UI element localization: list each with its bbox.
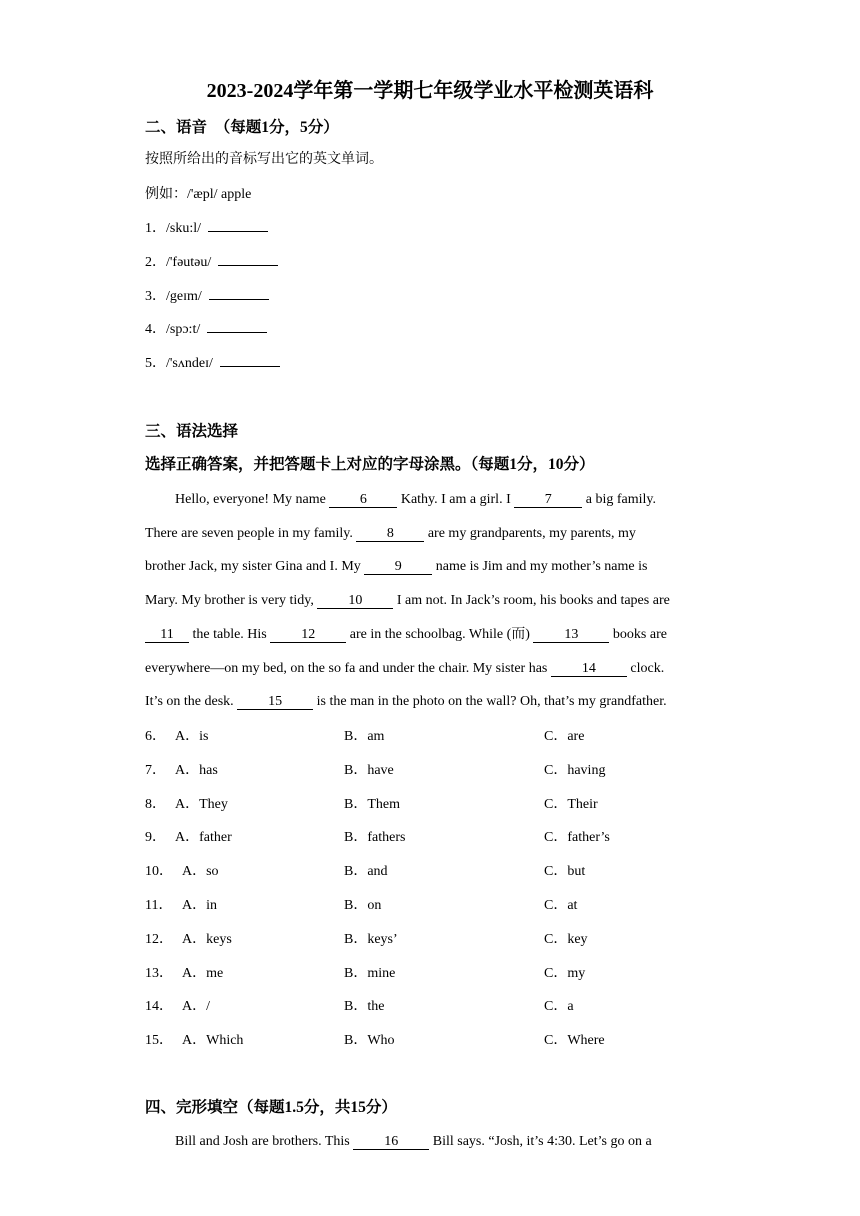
phonetic-item-2: 2．/'fəutəu/	[145, 254, 278, 272]
option-a[interactable]: A．has	[175, 763, 218, 778]
option-b[interactable]: B．on	[344, 898, 382, 913]
exam-title: 2023-2024学年第一学期七年级学业水平检测英语科	[206, 80, 654, 102]
option-c[interactable]: C．a	[544, 999, 574, 1014]
blank-13[interactable]: 13	[533, 627, 609, 643]
blank-14[interactable]: 14	[551, 661, 627, 677]
question-number: 12．	[145, 932, 173, 947]
option-b[interactable]: B．am	[344, 729, 385, 744]
question-number: 6．	[145, 729, 166, 744]
answer-blank-4[interactable]	[207, 332, 267, 333]
option-b[interactable]: B．have	[344, 763, 394, 778]
blank-11[interactable]: 11	[145, 627, 189, 643]
answer-blank-5[interactable]	[220, 366, 280, 367]
option-a[interactable]: A．in	[182, 898, 217, 913]
option-c[interactable]: C．Their	[544, 797, 598, 812]
option-a[interactable]: A．father	[175, 830, 232, 845]
option-c[interactable]: C．Where	[544, 1033, 605, 1048]
option-a[interactable]: A．Which	[182, 1033, 244, 1048]
blank-15[interactable]: 15	[237, 694, 313, 710]
option-c[interactable]: C．are	[544, 729, 585, 744]
section4-heading: 四、完形填空（每题1.5分，共15分）	[145, 1099, 397, 1116]
passage-line-2: There are seven people in my family. 8 are my grandparents, my parents, my	[145, 526, 636, 541]
answer-blank-3[interactable]	[209, 299, 269, 300]
question-number: 15．	[145, 1033, 173, 1048]
passage-line-5: 11 the table. His 12 are in the schoolbag. While (而) 13 books are	[145, 626, 667, 644]
blank-10[interactable]: 10	[317, 593, 393, 609]
section2-instruction: 按照所给出的音标写出它的英文单词。	[145, 152, 383, 167]
blank-16[interactable]: 16	[353, 1134, 429, 1150]
passage-line-3: brother Jack, my sister Gina and I. My 9 name is Jim and my mother’s name is	[145, 559, 648, 574]
option-a[interactable]: A．is	[175, 729, 209, 744]
section3-instruction: 选择正确答案，并把答题卡上对应的字母涂黑。（每题1分，10分）	[145, 456, 595, 473]
question-number: 11．	[145, 898, 173, 913]
option-c[interactable]: C．but	[544, 864, 586, 879]
option-a[interactable]: A．me	[182, 966, 224, 981]
blank-6[interactable]: 6	[329, 492, 397, 508]
blank-8[interactable]: 8	[356, 526, 424, 542]
blank-9[interactable]: 9	[364, 559, 432, 575]
option-b[interactable]: B．fathers	[344, 830, 406, 845]
phonetic-item-4: 4．/spɔ:t/	[145, 321, 267, 339]
passage-line-6: everywhere—on my bed, on the so fa and under the chair. My sister has 14 clock.	[145, 661, 665, 676]
option-b[interactable]: B．Who	[344, 1033, 395, 1048]
blank-12[interactable]: 12	[270, 627, 346, 643]
section3-heading: 三、语法选择	[145, 423, 239, 440]
question-number: 14．	[145, 999, 173, 1014]
option-a[interactable]: A．/	[182, 999, 210, 1014]
option-c[interactable]: C．at	[544, 898, 578, 913]
passage-line-4: Mary. My brother is very tidy, 10 I am not. In Jack’s room, his books and tapes are	[145, 593, 670, 608]
option-b[interactable]: B．keys’	[344, 932, 398, 947]
passage-line-7: It’s on the desk. 15 is the man in the photo on the wall? Oh, that’s my grandfather.	[145, 694, 667, 709]
section2-example: 例如：/'æpl/ apple	[145, 187, 252, 202]
blank-7[interactable]: 7	[514, 492, 582, 508]
option-a[interactable]: A．They	[175, 797, 228, 812]
phonetic-item-1: 1．/sku:l/	[145, 220, 268, 238]
answer-blank-2[interactable]	[218, 265, 278, 266]
question-number: 8．	[145, 797, 166, 812]
question-number: 13．	[145, 966, 173, 981]
answer-blank-1[interactable]	[208, 231, 268, 232]
option-a[interactable]: A．so	[182, 864, 219, 879]
question-number: 9．	[145, 830, 166, 845]
option-c[interactable]: C．having	[544, 763, 606, 778]
option-c[interactable]: C．my	[544, 966, 586, 981]
phonetic-item-3: 3．/geɪm/	[145, 288, 269, 306]
option-b[interactable]: B．and	[344, 864, 388, 879]
option-a[interactable]: A．keys	[182, 932, 232, 947]
section4-passage-line-1: Bill and Josh are brothers. This 16 Bill says. “Josh, it’s 4:30. Let’s go on a	[175, 1134, 652, 1149]
option-c[interactable]: C．father’s	[544, 830, 610, 845]
question-number: 7．	[145, 763, 166, 778]
passage-line-1: Hello, everyone! My name 6 Kathy. I am a girl. I 7 a big family.	[175, 492, 656, 507]
section2-heading: 二、语音 （每题1分，5分）	[145, 119, 339, 136]
question-number: 10．	[145, 864, 173, 879]
option-b[interactable]: B．mine	[344, 966, 396, 981]
phonetic-item-5: 5．/'sʌndeɪ/	[145, 355, 280, 373]
option-c[interactable]: C．key	[544, 932, 588, 947]
option-b[interactable]: B．the	[344, 999, 385, 1014]
option-b[interactable]: B．Them	[344, 797, 400, 812]
